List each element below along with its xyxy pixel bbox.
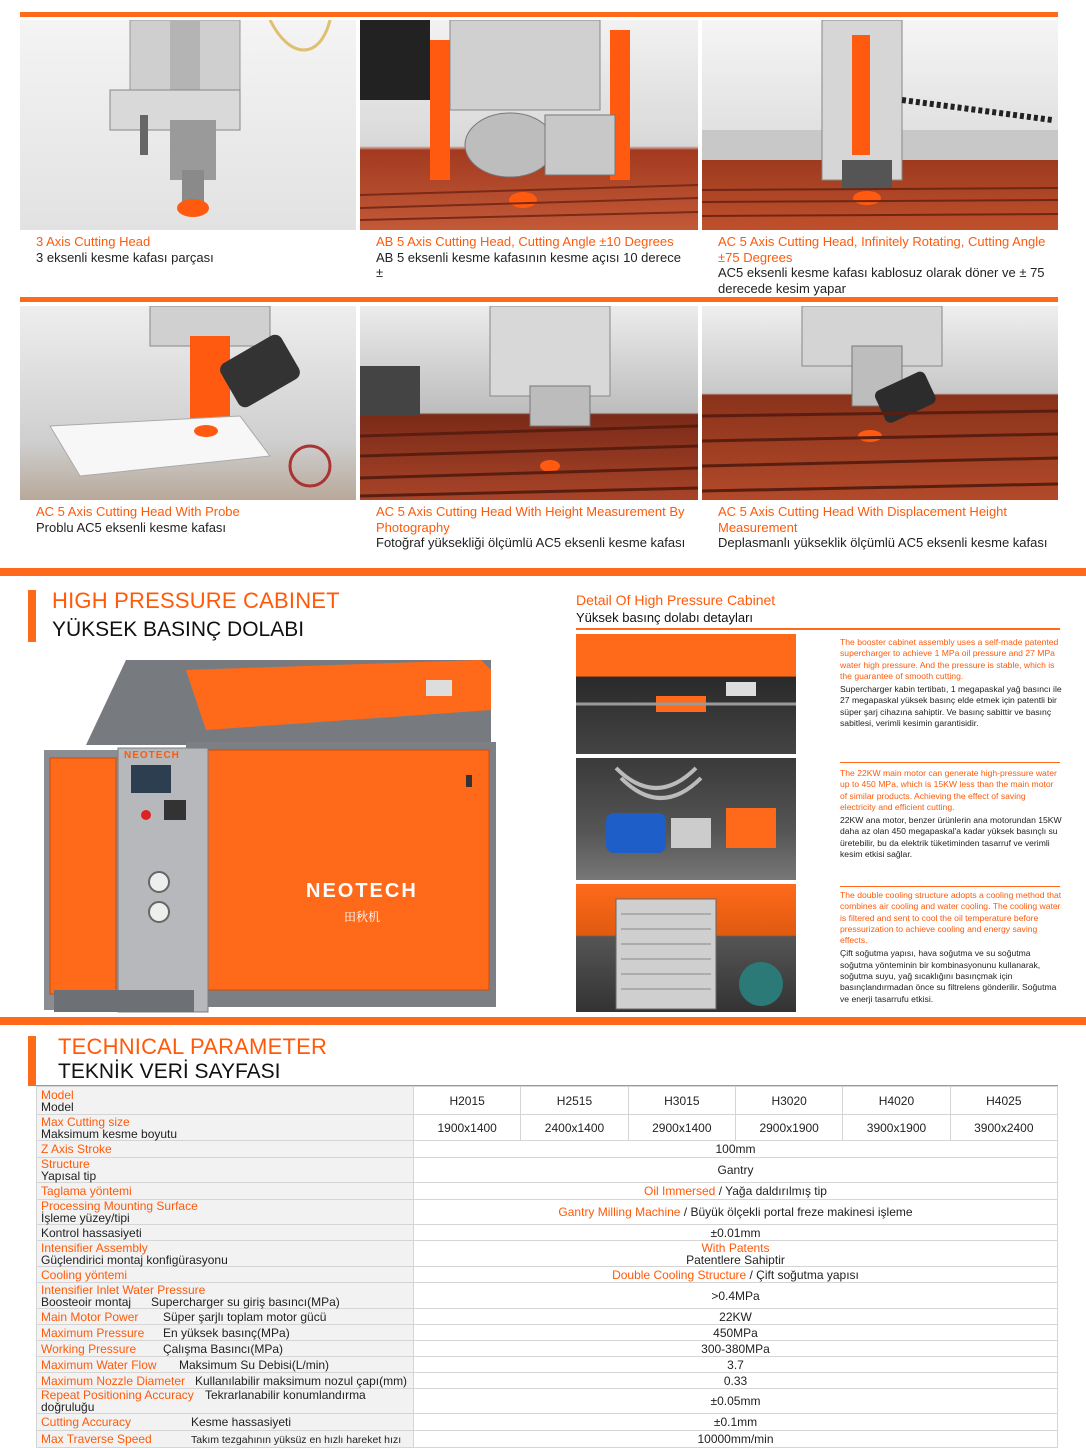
detail-text <box>840 768 1062 860</box>
section-marker <box>28 590 36 642</box>
caption-tr: Fotoğraf yüksekliği ölçümlü AC5 eksenli kesme kafası <box>376 535 686 550</box>
cutting-head-photo <box>702 20 1058 230</box>
label-en: Cooling yöntemi <box>41 1267 128 1282</box>
value-cell <box>414 1357 1058 1373</box>
caption-tr: 3 eksenli kesme kafası parçası <box>36 249 214 265</box>
cutting-head-caption <box>36 234 348 265</box>
label-en: Intensifier Assembly <box>41 1240 148 1255</box>
label-tr: Boosteoir montaj Supercharger su giriş basıncı(MPa) <box>41 1294 340 1309</box>
detail-rule <box>576 628 1060 630</box>
value-cell <box>414 1158 1058 1183</box>
value-tr: 22KW <box>719 1309 752 1324</box>
section-title-en: TECHNICAL PARAMETER <box>58 1034 328 1059</box>
table-row <box>37 1241 1058 1267</box>
row-label <box>37 1431 414 1448</box>
cabinet-illustration <box>36 650 512 1016</box>
value-cell <box>414 1431 1058 1448</box>
cutting-head-card <box>20 306 356 566</box>
detail-en: The 22KW main motor can generate high-pressure water up to 450 MPa, which is 15KW less than the main motor of similar products. Achieving the effect of saving electricity and efficient cutting. <box>840 768 1057 812</box>
label-tr: Maksimum Su Debisi(L/min) <box>179 1357 330 1372</box>
caption-en: 3 Axis Cutting Head <box>36 234 151 249</box>
value-tr: 100mm <box>715 1142 756 1156</box>
value-tr: 450MPa <box>713 1325 758 1340</box>
value-en: Oil Immersed <box>644 1184 716 1198</box>
row-label <box>37 1183 414 1200</box>
value-cell <box>414 1141 1058 1158</box>
label-tr: Kullanılabilir maksimum nozul çapı(mm) <box>195 1373 408 1388</box>
detail-row <box>576 758 1060 880</box>
size-cell: 2900x1400 <box>628 1115 735 1141</box>
top-orange-rule <box>20 12 1058 17</box>
model-cell: H2015 <box>414 1087 521 1115</box>
label-en: Taglama yöntemi <box>41 1184 132 1198</box>
table-row <box>37 1158 1058 1183</box>
row-label <box>37 1389 414 1414</box>
value-cell <box>414 1414 1058 1431</box>
label-en: Maximum Pressure <box>41 1325 145 1340</box>
table-row <box>37 1115 1058 1141</box>
label-tr: Süper şarjlı toplam motor gücü <box>163 1309 327 1324</box>
label-en: Max Traverse Speed <box>41 1431 152 1446</box>
row-label <box>37 1283 414 1309</box>
section-title-en: HIGH PRESSURE CABINET <box>52 588 340 613</box>
label-en: Working Pressure <box>41 1341 137 1356</box>
table-row <box>37 1341 1058 1357</box>
detail-title-en: Detail Of High Pressure Cabinet <box>576 592 776 608</box>
row-label <box>37 1158 414 1183</box>
size-cell: 3900x2400 <box>950 1115 1057 1141</box>
cutting-head-photo <box>360 20 698 230</box>
row-label <box>37 1341 414 1357</box>
cutting-head-card <box>702 20 1058 296</box>
caption-en: AC 5 Axis Cutting Head, Infinitely Rotating, Cutting Angle ±75 Degrees <box>718 234 1046 265</box>
label-tr: Model <box>41 1099 74 1114</box>
label-tr: Güçlendirici montaj konfigürasyonu <box>41 1252 228 1267</box>
value-cell <box>414 1183 1058 1200</box>
value-tr: / Çift soğutma yapısı <box>746 1267 859 1282</box>
cutting-head-card <box>702 306 1058 566</box>
value-tr: 300-380MPa <box>701 1341 770 1356</box>
caption-tr: AB 5 eksenli kesme kafasının kesme açısı 10 derece ± <box>376 249 681 280</box>
table-row <box>37 1283 1058 1309</box>
row-label <box>37 1115 414 1141</box>
value-tr: ±0.05mm <box>710 1394 761 1408</box>
row-label <box>37 1325 414 1341</box>
value-tr: Patentlere Sahiptir <box>686 1252 785 1267</box>
table-row <box>37 1414 1058 1431</box>
detail-title-tr: Yüksek basınç dolabı detayları <box>576 610 754 625</box>
section-title-tr: TEKNİK VERİ SAYFASI <box>58 1060 281 1083</box>
value-en: Gantry Milling Machine <box>558 1205 681 1219</box>
label-en: Maximum Nozzle Diameter <box>41 1373 186 1388</box>
cutting-head-photo <box>360 306 698 500</box>
row-label <box>37 1357 414 1373</box>
value-tr: / Yağa daldırılmış tip <box>715 1184 827 1198</box>
label-tr: İşleme yüzey/tipi <box>41 1211 130 1225</box>
detail-tr: Supercharger kabin tertibatı, 1 megapaskal yağ basıncı ile 27 megapaskal yüksek basınç elde etmek için patentli bir süper şarj cihazına sahiptir. Ve basınç sabittir ve basınç sabitlesi, verimli kesimin garantisidir. <box>840 684 1062 729</box>
row-label <box>37 1225 414 1241</box>
cutting-head-card <box>20 20 356 290</box>
caption-tr: AC5 eksenli kesme kafası kablosuz olarak döner ve ± 75 derecede kesim yapar <box>718 265 1045 296</box>
value-tr: 0.33 <box>723 1373 748 1388</box>
section-divider <box>0 568 1086 576</box>
label-tr: Kontrol hassasiyeti <box>41 1225 142 1240</box>
cutting-head-caption <box>376 504 690 551</box>
table-row <box>37 1325 1058 1341</box>
row-label <box>37 1309 414 1325</box>
row-label <box>37 1087 414 1115</box>
model-cell: H3020 <box>735 1087 842 1115</box>
row-label <box>37 1241 414 1267</box>
model-cell: H4025 <box>950 1087 1057 1115</box>
detail-tr: Çift soğutma yapısı, hava soğutma ve su soğutma soğutma yönteminin bir kombinasyonunu kullanarak, soğutma suyu, yağ sıcaklığını basınçmak için basınçlandırmadan önce su filtrelens gönderilir. Soğutma ve enerji tasarrufu etkisi. <box>840 948 1057 1004</box>
label-en: Cutting Accuracy <box>41 1415 132 1429</box>
label-tr: Tekrarlanabilir konumlandırma doğruluğu <box>41 1388 366 1414</box>
brand-logo-main: NEOTECH <box>306 880 418 902</box>
caption-en: AC 5 Axis Cutting Head With Displacement Height Measurement <box>718 504 1008 535</box>
value-tr: Gantry <box>717 1163 754 1177</box>
section-marker <box>28 1036 36 1086</box>
label-en: Model <box>41 1087 74 1102</box>
caption-tr: Deplasmanlı yükseklik ölçümlü AC5 eksenli kesme kafası <box>718 535 1048 550</box>
cutting-head-photo <box>20 306 356 500</box>
cutting-head-caption <box>376 234 690 281</box>
table-row <box>37 1357 1058 1373</box>
table-row <box>37 1389 1058 1414</box>
tech-table <box>36 1086 1058 1448</box>
table-row <box>37 1141 1058 1158</box>
mid-orange-rule <box>20 297 1058 302</box>
table-row <box>37 1183 1058 1200</box>
table-row <box>37 1267 1058 1283</box>
value-tr: ±0.1mm <box>713 1415 758 1429</box>
value-tr: ±0.01mm <box>710 1225 761 1240</box>
value-en: Double Cooling Structure <box>612 1267 747 1282</box>
detail-photo <box>576 884 796 1012</box>
cutting-head-photo <box>702 306 1058 500</box>
value-cell <box>414 1267 1058 1283</box>
table-row <box>37 1225 1058 1241</box>
label-en: Structure <box>41 1157 90 1171</box>
cutting-head-card <box>360 20 698 290</box>
value-cell <box>414 1283 1058 1309</box>
cutting-head-caption <box>718 504 1050 551</box>
value-cell <box>414 1225 1058 1241</box>
caption-tr: Problu AC5 eksenli kesme kafası <box>36 519 227 535</box>
label-en: Maximum Water Flow <box>41 1357 157 1372</box>
cutting-head-photo <box>20 20 356 230</box>
label-tr: Yapısal tip <box>41 1169 97 1183</box>
table-row <box>37 1309 1058 1325</box>
model-cell: H4020 <box>843 1087 950 1115</box>
brand-logo-cn: 田秋机 <box>344 910 381 924</box>
detail-en: The booster cabinet assembly uses a self-made patented supercharger to achieve 1 MPa oil pressure and 27 MPa water high pressure. And the pressure is stable, which is the guarantee of smooth cutting. <box>840 637 1059 681</box>
size-cell: 2900x1900 <box>735 1115 842 1141</box>
table-row <box>37 1431 1058 1448</box>
detail-photo <box>576 634 796 754</box>
table-row <box>37 1087 1058 1115</box>
detail-row <box>576 634 1060 754</box>
value-cell <box>414 1341 1058 1357</box>
cutting-head-caption <box>36 504 348 535</box>
label-en: Max Cutting size <box>41 1114 130 1129</box>
detail-text <box>840 637 1062 729</box>
label-en: Intensifier Inlet Water Pressure <box>41 1282 206 1297</box>
table-row <box>37 1200 1058 1225</box>
label-tr: Takım tezgahının yüksüz en hızlı hareket hızı <box>191 1433 402 1446</box>
size-cell: 1900x1400 <box>414 1115 521 1141</box>
value-tr: >0.4MPa <box>711 1288 760 1303</box>
brand-logo-top: NEOTECH <box>124 750 180 761</box>
row-label <box>37 1267 414 1283</box>
table-row <box>37 1373 1058 1389</box>
size-cell: 3900x1900 <box>843 1115 950 1141</box>
size-cell: 2400x1400 <box>521 1115 628 1141</box>
detail-photo <box>576 758 796 880</box>
label-en: Z Axis Stroke <box>41 1142 112 1156</box>
caption-en: AC 5 Axis Cutting Head With Height Measurement By Photography <box>376 504 685 535</box>
cutting-head-caption <box>718 234 1050 296</box>
row-label <box>37 1141 414 1158</box>
value-cell <box>414 1309 1058 1325</box>
label-en: Repeat Positioning Accuracy <box>41 1388 194 1402</box>
caption-en: AB 5 Axis Cutting Head, Cutting Angle ±10 Degrees <box>376 234 674 249</box>
caption-en: AC 5 Axis Cutting Head With Probe <box>36 504 240 519</box>
detail-tr: 22KW ana motor, benzer ürünlerin ana motorundan 15KW daha az olan 450 megapaskal'a kadar yüksek basınçlı su üretebilir, bu da elektrik tüketiminden tasarruf ve verimli kesim etkisi sağlar. <box>840 815 1062 860</box>
cutting-head-card <box>360 306 698 566</box>
value-en: With Patents <box>701 1240 770 1255</box>
row-label <box>37 1200 414 1225</box>
value-cell <box>414 1200 1058 1225</box>
label-tr: Çalışma Basıncı(MPa) <box>163 1341 284 1356</box>
section-divider <box>0 1017 1086 1025</box>
detail-row <box>576 884 1060 1012</box>
section-title-tr: YÜKSEK BASINÇ DOLABI <box>52 618 305 641</box>
value-tr: 3.7 <box>727 1357 744 1372</box>
row-label <box>37 1414 414 1431</box>
model-cell: H2515 <box>521 1087 628 1115</box>
label-tr: Kesme hassasiyeti <box>191 1415 292 1429</box>
label-en: Main Motor Power <box>41 1309 139 1324</box>
model-cell: H3015 <box>628 1087 735 1115</box>
label-tr: En yüksek basınç(MPa) <box>163 1325 290 1340</box>
detail-text <box>840 890 1062 1005</box>
value-cell <box>414 1325 1058 1341</box>
row-label <box>37 1373 414 1389</box>
value-cell <box>414 1389 1058 1414</box>
value-cell <box>414 1241 1058 1267</box>
label-tr: Maksimum kesme boyutu <box>41 1126 178 1141</box>
value-tr: 10000mm/min <box>697 1432 774 1446</box>
value-tr: / Büyük ölçekli portal freze makinesi işleme <box>680 1205 913 1219</box>
label-en: Processing Mounting Surface <box>41 1199 198 1213</box>
detail-en: The double cooling structure adopts a cooling method that combines air cooling and water cooling. The cooling water is filtered and sent to cool the oil temperature before pressurization to achieve cooling and energy saving effects. <box>840 890 1062 946</box>
value-cell <box>414 1373 1058 1389</box>
